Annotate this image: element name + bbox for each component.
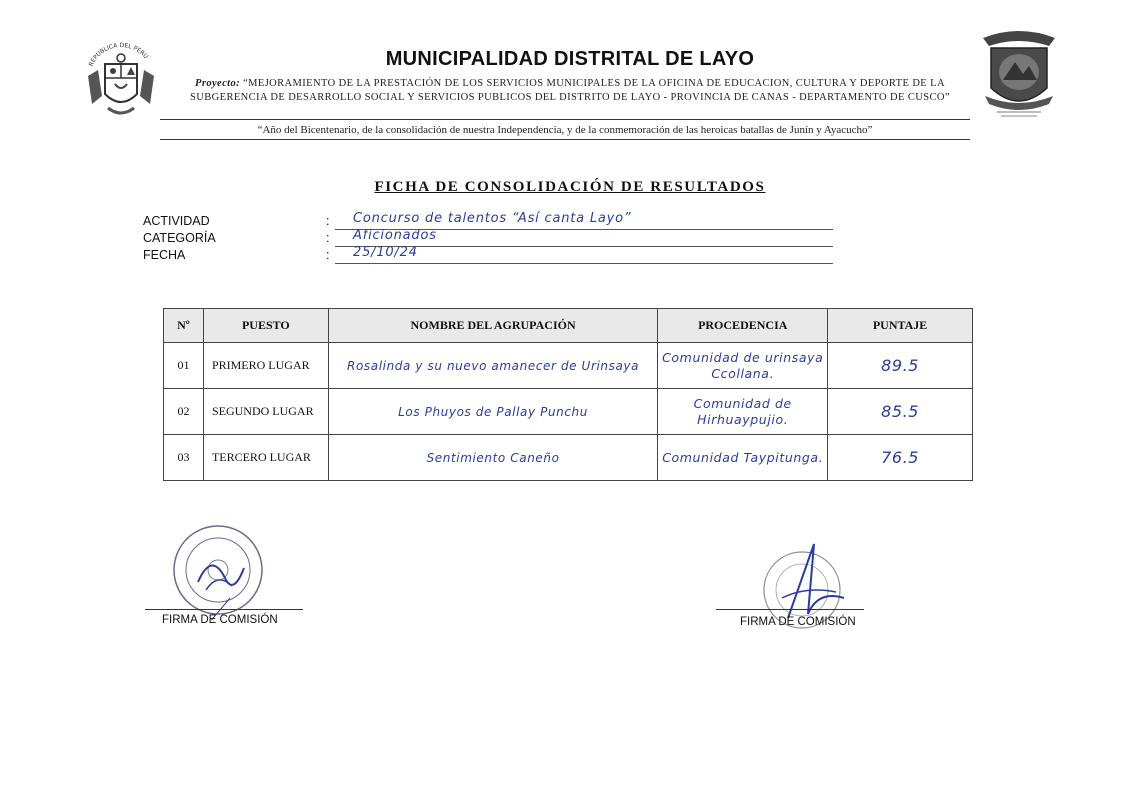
row-nombre: Rosalinda y su nuevo amanecer de Urinsaya bbox=[328, 343, 658, 389]
signature-label-right: FIRMA DE COMISIÓN bbox=[740, 616, 856, 628]
row-num: 02 bbox=[164, 389, 204, 435]
row-puntaje: 85.5 bbox=[828, 389, 973, 435]
column-header-num: Nº bbox=[164, 309, 204, 343]
peru-coat-of-arms-icon bbox=[80, 34, 162, 124]
row-nombre: Sentimiento Caneño bbox=[328, 435, 658, 481]
signature-line-right bbox=[716, 609, 864, 610]
field-label: FECHA bbox=[143, 248, 186, 262]
row-num: 01 bbox=[164, 343, 204, 389]
row-puesto: SEGUNDO LUGAR bbox=[203, 389, 328, 435]
row-puntaje: 76.5 bbox=[828, 435, 973, 481]
field-underline bbox=[335, 263, 833, 264]
field-colon: : bbox=[326, 248, 330, 262]
field-colon: : bbox=[326, 231, 330, 245]
project-description bbox=[170, 77, 970, 105]
field-value: 25/10/24 bbox=[353, 245, 418, 260]
signature-line-left bbox=[145, 609, 303, 610]
header-divider bbox=[160, 119, 970, 120]
field-value: Aficionados bbox=[353, 228, 437, 243]
field-actividad bbox=[143, 211, 833, 231]
year-motto: “Año del Bicentenario, de la consolidación de nuestra Independencia, y de la conmemoración de las heroicas batallas de Junín y Ayacucho” bbox=[257, 124, 873, 136]
signature-label-left: FIRMA DE COMISIÓN bbox=[162, 614, 278, 626]
table-header-row bbox=[164, 309, 973, 343]
table-row bbox=[164, 389, 973, 435]
municipality-title: MUNICIPALIDAD DISTRITAL DE LAYO bbox=[385, 48, 755, 70]
form-title: FICHA DE CONSOLIDACIÓN DE RESULTADOS bbox=[374, 179, 766, 195]
field-label: ACTIVIDAD bbox=[143, 214, 210, 228]
row-puesto: TERCERO LUGAR bbox=[203, 435, 328, 481]
field-fecha bbox=[143, 245, 833, 265]
table-row bbox=[164, 343, 973, 389]
results-table bbox=[163, 308, 973, 481]
motto-divider bbox=[160, 139, 970, 140]
row-puesto: PRIMERO LUGAR bbox=[203, 343, 328, 389]
row-procedencia: Comunidad de Hirhuaypujio. bbox=[658, 389, 828, 435]
field-colon: : bbox=[326, 214, 330, 228]
row-puntaje: 89.5 bbox=[828, 343, 973, 389]
table-row bbox=[164, 435, 973, 481]
row-nombre: Los Phuyos de Pallay Punchu bbox=[328, 389, 658, 435]
municipal-shield-icon bbox=[975, 26, 1063, 122]
document-header bbox=[170, 48, 970, 105]
project-label: Proyecto: bbox=[195, 78, 241, 89]
field-value: Concurso de talentos “Así canta Layo” bbox=[353, 211, 632, 226]
row-procedencia: Comunidad Taypitunga. bbox=[658, 435, 828, 481]
commission-stamp-left-icon bbox=[168, 520, 268, 620]
column-header-puesto: PUESTO bbox=[203, 309, 328, 343]
row-num: 03 bbox=[164, 435, 204, 481]
column-header-nombre: NOMBRE DEL AGRUPACIÓN bbox=[328, 309, 658, 343]
column-header-puntaje: PUNTAJE bbox=[828, 309, 973, 343]
form-fields bbox=[143, 211, 833, 265]
field-categoria bbox=[143, 228, 833, 248]
svg-text:REPUBLICA DEL PERU: REPUBLICA DEL PERU bbox=[87, 41, 150, 68]
row-procedencia: Comunidad de urinsaya Ccollana. bbox=[658, 343, 828, 389]
column-header-procedencia: PROCEDENCIA bbox=[658, 309, 828, 343]
project-text: “MEJORAMIENTO DE LA PRESTACIÓN DE LOS SERVICIOS MUNICIPALES DE LA OFICINA DE EDUCACION, CULTURA Y DEPORTE DE LA SUBGERENCIA DE DESARROLLO SOCIAL Y SERVICIOS PUBLICOS DEL DISTRITO DE LAYO - PROVINCIA DE CANAS - DEPARTAMENTO DE CUSCO” bbox=[190, 78, 950, 103]
field-label: CATEGORÍA bbox=[143, 231, 216, 245]
